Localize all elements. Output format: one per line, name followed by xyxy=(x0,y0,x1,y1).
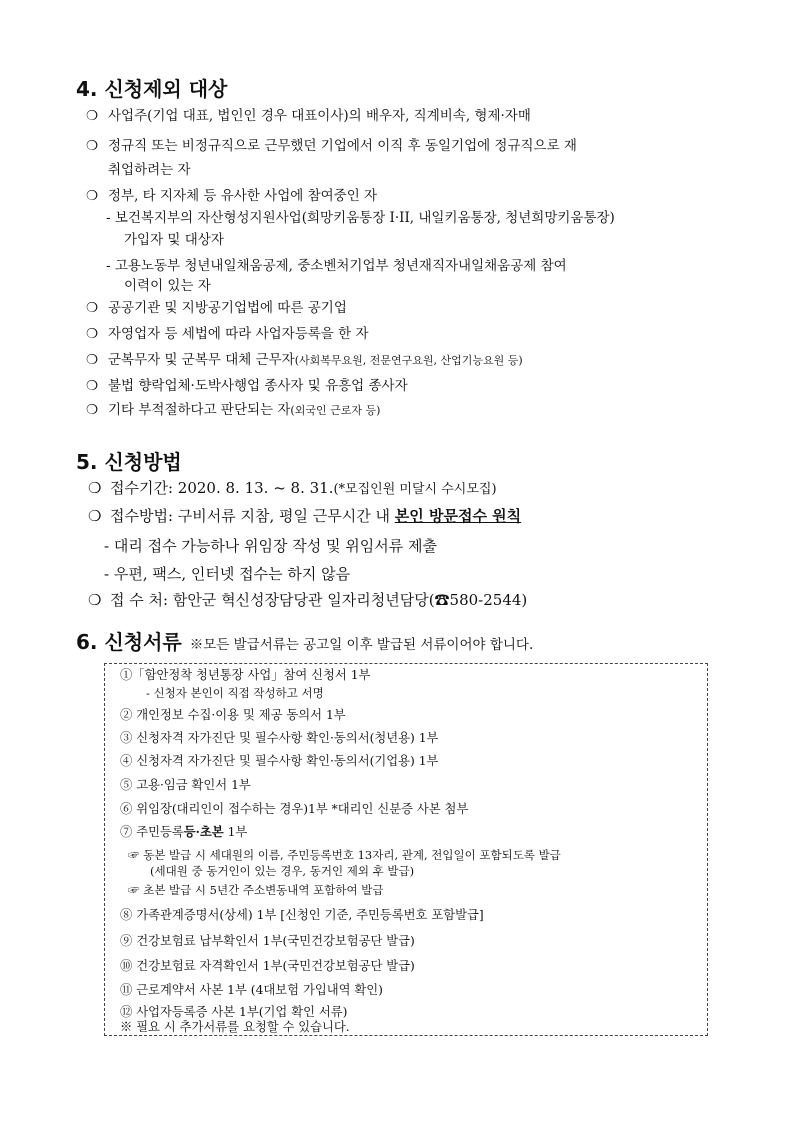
doc-item: ⑪ 근로계약서 사본 1부 (4대보험 가입내역 확인) xyxy=(120,983,383,997)
doc-item: ⑧ 가족관계증명서(상세) 1부 [신청인 기준, 주민등록번호 포함발급] xyxy=(120,908,484,922)
list-item: ❍ 기타 부적절하다고 판단되는 자(외국인 근로자 등) xyxy=(86,402,381,418)
section-4-title: 4. 신청제외 대상 xyxy=(76,77,228,101)
circle-bullet-icon: ❍ xyxy=(88,591,102,609)
doc-note: ☞ 동본 발급 시 세대원의 이름, 주민등록번호 13자리, 관계, 전입일이 포함되도록 발급 xyxy=(128,848,561,862)
list-item: ❍ 정규직 또는 비정규직으로 근무했던 기업에서 이직 후 동일기업에 정규직으로 재 xyxy=(86,138,577,154)
section-6-title: 6. 신청서류 ※모든 발급서류는 공고일 이후 발급된 서류이어야 합니다. xyxy=(76,630,534,654)
application-place: ❍ 접 수 처: 함안군 혁신성장담당관 일자리청년담당(☎580-2544) xyxy=(88,591,528,609)
doc-item: ⑦ 주민등록등·초본 1부 xyxy=(120,824,248,839)
doc-item: ①「함안정착 청년통장 사업」참여 신청서 1부 xyxy=(120,668,371,682)
doc-item: ⑨ 건강보험료 납부확인서 1부(국민건강보험공단 발급) xyxy=(120,934,415,948)
circle-bullet-icon: ❍ xyxy=(86,108,99,124)
list-item: ❍ 사업주(기업 대표, 법인인 경우 대표이사)의 배우자, 직계비속, 형제·자매 xyxy=(86,108,531,124)
sub-item: - 보건복지부의 자산형성지원사업(희망키움통장 I·II, 내일키움통장, 청년희망키움통장) xyxy=(106,210,615,226)
circle-bullet-icon: ❍ xyxy=(88,507,102,525)
method-sub-item: - 우편, 팩스, 인터넷 접수는 하지 않음 xyxy=(104,565,351,583)
doc-item: ⑤ 고용·임금 확인서 1부 xyxy=(120,778,251,792)
circle-bullet-icon: ❍ xyxy=(86,138,99,154)
list-item: ❍ 공공기관 및 지방공기업법에 따른 공기업 xyxy=(86,300,347,316)
list-item: ❍ 자영업자 등 세법에 따라 사업자등록을 한 자 xyxy=(86,326,369,342)
list-item: ❍ 불법 향락업체·도박사행업 종사자 및 유흥업 종사자 xyxy=(86,378,408,394)
circle-bullet-icon: ❍ xyxy=(86,300,99,316)
sub-item-continuation: 이력이 있는 자 xyxy=(124,278,211,294)
sub-item-continuation: 가입자 및 대상자 xyxy=(124,232,224,248)
list-item: ❍ 군복무자 및 군복무 대체 근무자(사회복무요원, 전문연구요원, 산업기능요원 등) xyxy=(86,352,523,368)
list-item-continuation: 취업하려는 자 xyxy=(108,162,191,178)
doc-item: ③ 신청자격 자가진단 및 필수사항 확인·동의서(청년용) 1부 xyxy=(120,731,439,745)
circle-bullet-icon: ❍ xyxy=(86,378,99,394)
application-period: ❍ 접수기간: 2020. 8. 13. ~ 8. 31.(*모집인원 미달시 수시모집) xyxy=(88,479,497,497)
doc-note: ☞ 초본 발급 시 5년간 주소변동내역 포함하여 발급 xyxy=(128,883,384,897)
doc-item: ④ 신청자격 자가진단 및 필수사항 확인·동의서(기업용) 1부 xyxy=(120,754,439,768)
section-6-note: ※모든 발급서류는 공고일 이후 발급된 서류이어야 합니다. xyxy=(189,637,534,653)
circle-bullet-icon: ❍ xyxy=(86,402,99,418)
doc-item: ⑥ 위임장(대리인이 접수하는 경우)1부 *대리인 신분증 사본 첨부 xyxy=(120,802,469,816)
doc-item: ② 개인정보 수집·이용 및 제공 동의서 1부 xyxy=(120,708,346,722)
section-5-title: 5. 신청방법 xyxy=(76,450,182,474)
list-item: ❍ 정부, 타 지자체 등 유사한 사업에 참여중인 자 xyxy=(86,188,378,204)
doc-note-continuation: (세대원 중 동거인이 있는 경우, 동거인 제외 후 발급) xyxy=(150,864,415,878)
circle-bullet-icon: ❍ xyxy=(86,326,99,342)
circle-bullet-icon: ❍ xyxy=(86,352,99,368)
circle-bullet-icon: ❍ xyxy=(88,479,102,497)
doc-item: ⑩ 건강보험료 자격확인서 1부(국민건강보험공단 발급) xyxy=(120,959,415,973)
doc-footnote: ※ 필요 시 추가서류를 요청할 수 있습니다. xyxy=(120,1020,350,1034)
application-method: ❍ 접수방법: 구비서류 지참, 평일 근무시간 내 본인 방문접수 원칙 xyxy=(88,507,522,525)
circle-bullet-icon: ❍ xyxy=(86,188,99,204)
doc-item: ⑫ 사업자등록증 사본 1부(기업 확인 서류) xyxy=(120,1005,348,1019)
doc-sub-item: - 신청자 본인이 직접 작성하고 서명 xyxy=(146,686,324,700)
sub-item: - 고용노동부 청년내일채움공제, 중소벤처기업부 청년재직자내일채움공제 참여 xyxy=(106,258,567,274)
method-sub-item: - 대리 접수 가능하나 위임장 작성 및 위임서류 제출 xyxy=(104,537,438,555)
